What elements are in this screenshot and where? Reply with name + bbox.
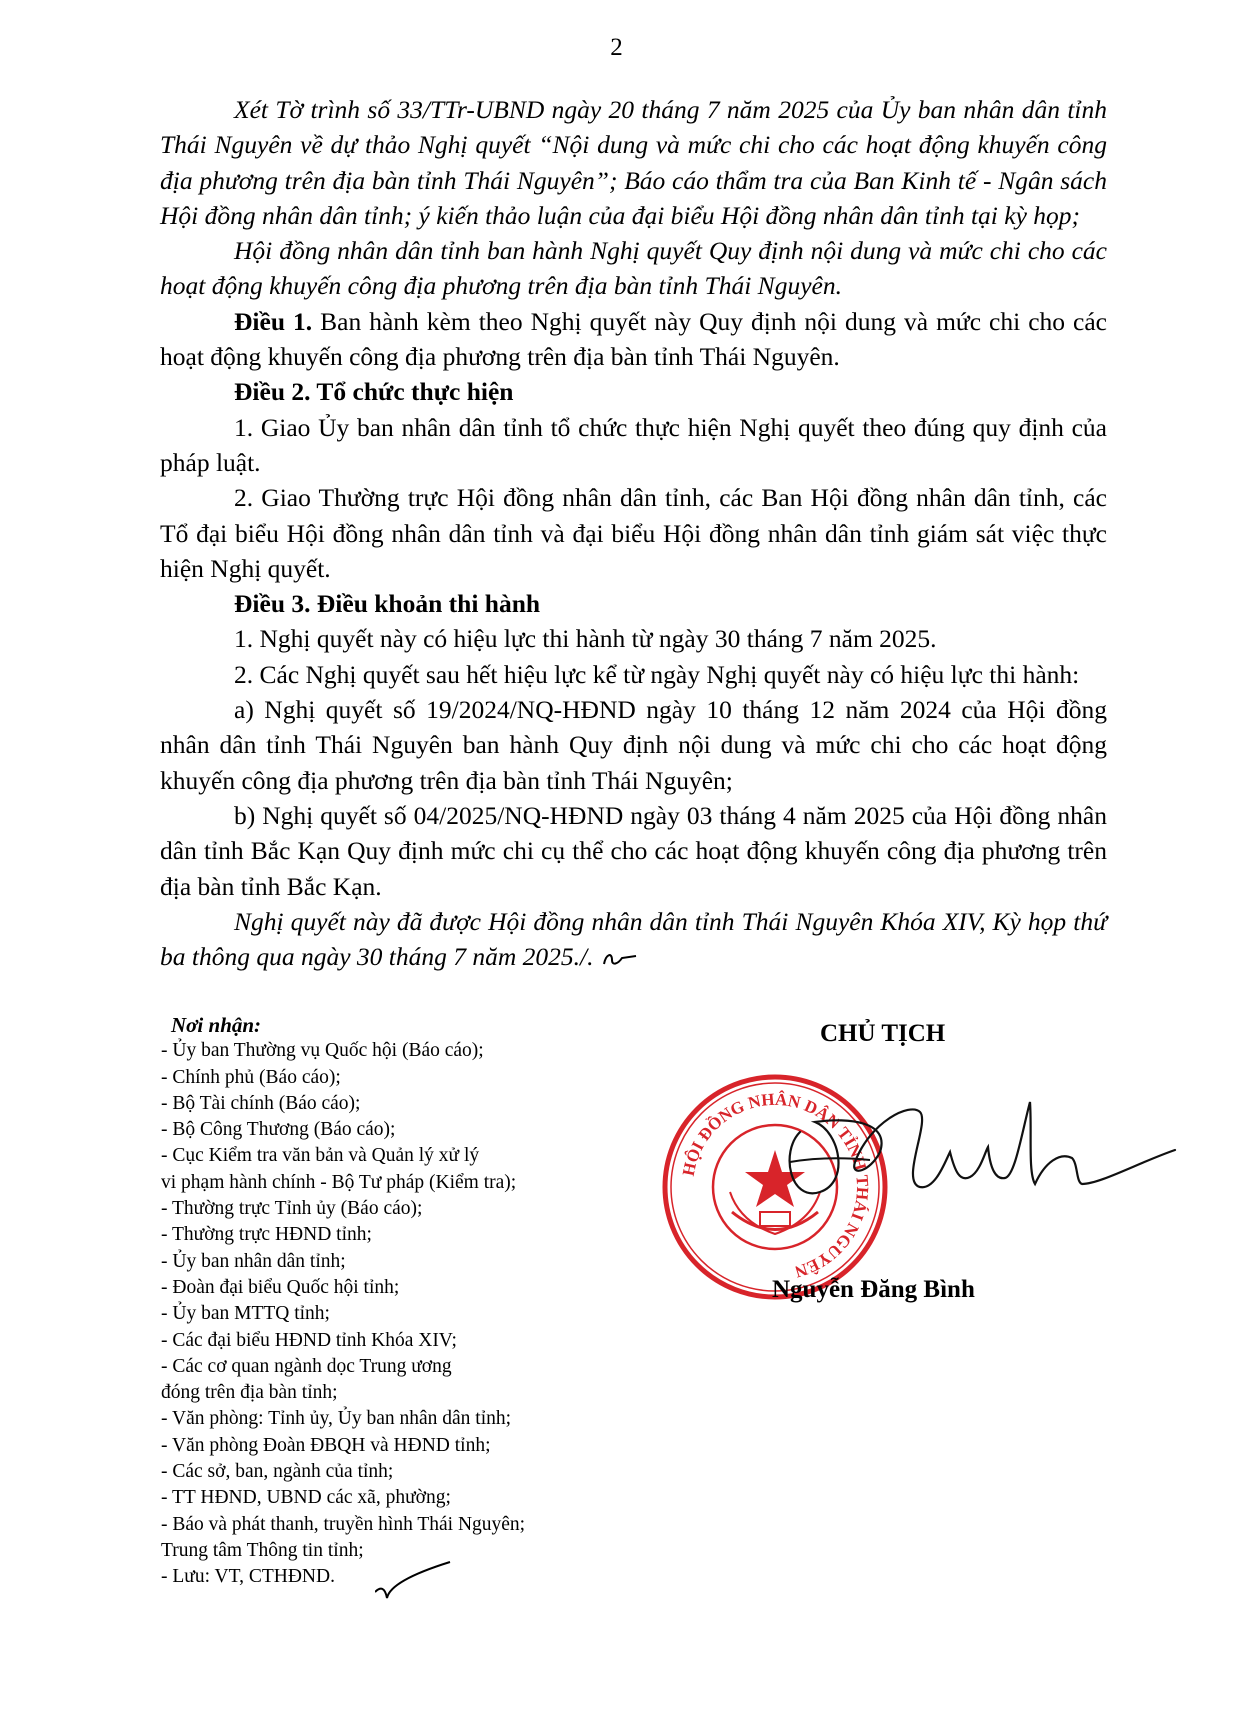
signer-name: Nguyễn Đăng Bình <box>772 1276 975 1303</box>
initial-check-mark-icon <box>375 1558 455 1608</box>
paragraph-hdnd-ban-hanh: Hội đồng nhân dân tỉnh ban hành Nghị quyết Quy định nội dung và mức chi cho các hoạt động khuyến công địa phương trên địa bàn tỉnh Thái Nguyên. <box>160 236 1107 301</box>
recipient-line: - Ủy ban nhân dân tỉnh; <box>161 1250 346 1272</box>
dieu-3-item-2: 2. Các Nghị quyết sau hết hiệu lực kể từ ngày Nghị quyết này có hiệu lực thi hành: <box>234 659 1080 689</box>
recipient-line: - Đoàn đại biểu Quốc hội tỉnh; <box>161 1276 400 1298</box>
recipient-line: - Bộ Tài chính (Báo cáo); <box>161 1092 361 1114</box>
seal-text: HỘI ĐỒNG NHÂN DÂN TỈNH THÁI NGUYÊN <box>678 1089 873 1282</box>
dieu-2-heading: Điều 2. Tổ chức thực hiện <box>234 377 514 407</box>
dieu-3-item-2b: b) Nghị quyết số 04/2025/NQ-HĐND ngày 03 tháng 4 năm 2025 của Hội đồng nhân dân tỉnh Bắc Kạn Quy định mức chi cụ thể cho các hoạt động khuyến công địa phương trên địa bàn tỉnh Bắc Kạn. <box>160 800 1107 901</box>
recipient-line: - Bộ Công Thương (Báo cáo); <box>161 1119 396 1141</box>
closing-text: Nghị quyết này đã được Hội đồng nhân dân tỉnh Thái Nguyên Khóa XIV, Kỳ họp thứ ba thông qua ngày 30 tháng 7 năm 2025./. <box>160 906 1107 972</box>
recipient-line: - Văn phòng Đoàn ĐBQH và HĐND tỉnh; <box>161 1434 491 1456</box>
recipient-line: - Các cơ quan ngành dọc Trung ương <box>161 1355 452 1377</box>
dieu-3-item-2a: a) Nghị quyết số 19/2024/NQ-HĐND ngày 10 tháng 12 năm 2024 của Hội đồng nhân dân tỉnh Thái Nguyên ban hành Quy định nội dung và mức chi cho các hoạt động khuyến công địa phương trên địa bàn tỉnh Thái Nguyên; <box>160 695 1107 795</box>
recipient-line: đóng trên địa bàn tỉnh; <box>161 1382 338 1404</box>
recipient-line: - Cục Kiểm tra văn bản và Quản lý xử lý <box>161 1145 480 1167</box>
dieu-1-text: Ban hành kèm theo Nghị quyết này Quy định nội dung và mức chi cho các hoạt động khuyến công địa phương trên địa bàn tỉnh Thái Nguyên. <box>160 306 1107 372</box>
paragraph-xet: Xét Tờ trình số 33/TTr-UBND ngày 20 tháng 7 năm 2025 của Ủy ban nhân dân tỉnh Thái Nguyên về dự thảo Nghị quyết “Nội dung và mức chi cho các hoạt động khuyến công địa phương trên địa bàn tỉnh Thái Nguyên”; Báo cáo thẩm tra của Ban Kinh tế - Ngân sách Hội đồng nhân dân tỉnh; ý kiến thảo luận của đại biểu Hội đồng nhân dân tỉnh tại kỳ họp; <box>160 95 1107 230</box>
recipients-list <box>161 1012 631 1591</box>
recipient-line: - Báo và phát thanh, truyền hình Thái Nguyên; <box>161 1513 526 1535</box>
recipient-line: - Văn phòng: Tỉnh ủy, Ủy ban nhân dân tỉnh; <box>161 1408 512 1430</box>
paragraph-dieu-1 <box>160 304 1107 375</box>
recipient-line: - Thường trực HĐND tỉnh; <box>161 1224 372 1246</box>
dieu-2-item-2: 2. Giao Thường trực Hội đồng nhân dân tỉnh, các Ban Hội đồng nhân dân tỉnh, các Tổ đại biểu Hội đồng nhân dân tỉnh và đại biểu Hội đồng nhân dân tỉnh giám sát việc thực hiện Nghị quyết. <box>160 483 1107 583</box>
dieu-3-item-1: 1. Nghị quyết này có hiệu lực thi hành từ ngày 30 tháng 7 năm 2025. <box>234 624 937 654</box>
recipient-line: - Chính phủ (Báo cáo); <box>161 1066 341 1088</box>
recipient-line: vi phạm hành chính - Bộ Tư pháp (Kiểm tra); <box>161 1171 517 1193</box>
closing-paragraph <box>160 904 1107 975</box>
recipient-line: Trung tâm Thông tin tỉnh; <box>161 1539 364 1561</box>
recipient-line: - Các sở, ban, ngành của tỉnh; <box>161 1461 394 1483</box>
page-number: 2 <box>610 34 623 61</box>
recipient-line: - Lưu: VT, CTHĐND. <box>161 1566 335 1588</box>
initial-mark-icon <box>600 948 640 970</box>
signature-block <box>660 1012 1100 1332</box>
recipient-line: - Các đại biểu HĐND tỉnh Khóa XIV; <box>161 1329 457 1351</box>
recipient-line: - Thường trực Tỉnh ủy (Báo cáo); <box>161 1198 423 1220</box>
signer-title: CHỦ TỊCH <box>820 1020 946 1047</box>
recipient-line: - Ủy ban MTTQ tỉnh; <box>161 1303 330 1325</box>
recipients-title: Nơi nhận: <box>171 1013 262 1037</box>
dieu-3-heading: Điều 3. Điều khoản thi hành <box>234 589 541 619</box>
dieu-2-item-1: 1. Giao Ủy ban nhân dân tỉnh tổ chức thực hiện Nghị quyết theo đúng quy định của pháp luật. <box>160 412 1107 477</box>
recipient-line: - TT HĐND, UBND các xã, phường; <box>161 1487 451 1509</box>
handwritten-signature-icon <box>760 1092 1180 1232</box>
dieu-1-label: Điều 1. <box>234 306 313 336</box>
document-body <box>160 92 1107 974</box>
recipient-line: - Ủy ban Thường vụ Quốc hội (Báo cáo); <box>161 1040 484 1062</box>
